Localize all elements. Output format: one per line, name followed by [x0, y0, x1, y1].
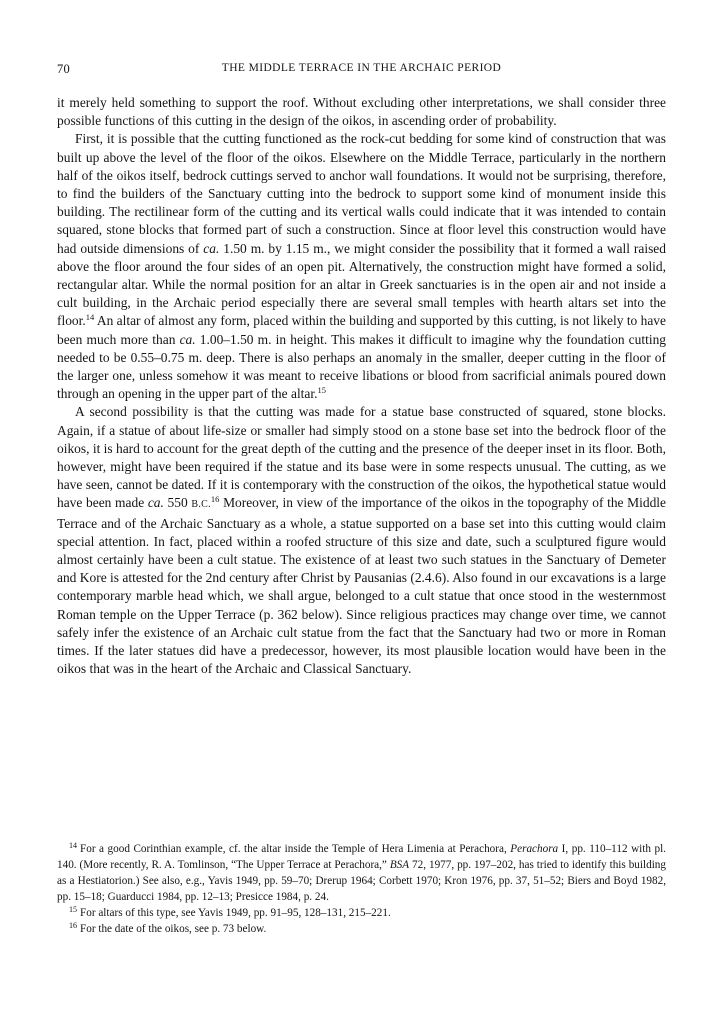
footnote-16-number: 16 [69, 920, 77, 930]
footnote-14-number: 14 [69, 841, 77, 850]
footnote-ref-15[interactable]: 15 [317, 385, 326, 396]
footnote-16 [57, 922, 666, 938]
p3-text-b: 550 [163, 495, 192, 511]
p2-text-d: 1.00–1.50 m. in height. This makes it difficult to imagine why the foundation cutting needed to be 0.55–0.75 m. deep. There is also perhaps an anomaly in the smaller, deeper cutting in the floor of the larger one, unless somehow it was meant to receive libations or blood from sacrificial animals poured down through an opening in the upper part of the altar. [57, 331, 667, 402]
footnote-14-text-c: 72, 1977, pp. 197–202, has tried to identify this building as a Hestiatorion.) See also, e.g., Yavis 1949, pp. 59–70; Drerup 1964; Corbett 1970; Kron 1976, pp. 37, 51–52; Biers and Boyd 1982, pp. 15–18; Guarducci 1984, pp. 12–13; Presicce 1984, p. 24. [57, 858, 666, 903]
p2-circa-1: ca. [203, 240, 220, 256]
footnotes [57, 842, 666, 937]
footnote-14-text-b: I, pp. 110–112 with pl. 140. (More recently, R. A. Tomlinson, “The Upper Terrace at Perachora,” [57, 843, 666, 871]
p3-text-c: Moreover, in view of the importance of the oikos in the topography of the Middle Terrace and of the Archaic Sanctuary as a whole, a statue supported on a base set into this cutting would claim special attention. In fact, placed within a roofed structure of this size and date, such a sculptured figure would almost certainly have been a cult statue. The existence of at least two such statues in the Sanctuary of Demeter and Kore is attested for the 2nd century after Christ by Pausanias (2.4.6). Also found in our excavations is a large contemporary marble head which, we shall argue, belonged to a cult statue that once stood in the westernmost Roman temple on the Upper Terrace (p. 362 below). Since religious practices may change over time, we cannot safely infer the existence of an Archaic cult statue from the fact that the Sanctuary had two or more in Roman times. If the later statues did have a predecessor, however, its most plausible location would have been in the oikos that was in the heart of the Archaic and Classical Sanctuary. [57, 495, 666, 677]
page-number: 70 [57, 62, 70, 76]
footnote-ref-16[interactable]: 16 [210, 494, 220, 505]
footnote-14-perachora: Perachora [510, 843, 559, 855]
footnote-14 [57, 842, 666, 906]
p2-text-a: First, it is possible that the cutting functioned as the rock-cut bedding for some kind of construction that was built up above the level of the floor of the oikos. Elsewhere on the Middle Terrace, particularly in the northern half of the oikos itself, bedrock cuttings served to anchor wall foundations. It would not be surprising, therefore, to find the builders of the Sanctuary cutting into the bedrock to support some kind of monument inside this building. The rectilinear form of the cutting and its vertical walls could indicate that it was intended to contain squared, stone blocks that formed part of such a construction. Since at floor level this construction would have had outside dimensions of [57, 131, 666, 256]
running-title: THE MIDDLE TERRACE IN THE ARCHAIC PERIOD [221, 62, 502, 74]
body-text [57, 94, 666, 679]
paragraph-2 [57, 130, 666, 403]
p3-circa: ca. [147, 495, 164, 511]
footnote-ref-14[interactable]: 14 [85, 312, 95, 323]
paragraph-1 [57, 94, 666, 130]
footnote-14-bsa: BSA [389, 858, 410, 871]
p2-text-b: 1.50 m. by 1.15 m., we might consider the possibility that it formed a wall raised above the floor around the four sides of an open pit. Alternatively, the construction might have formed a solid, rectangular altar. While the normal position for an altar in Greek sanctuaries is in the open air and not inside a cult building, in the Archaic period especially there are several small temples with hearth altars set into the floor. [57, 240, 666, 329]
footnote-14-text-a: For a good Corinthian example, cf. the altar inside the Temple of Hera Limenia at Perachora, [80, 843, 511, 855]
footnote-15-number: 15 [69, 904, 77, 914]
p3-bc: B.C. [191, 499, 211, 511]
paragraph-1-text: it merely held something to support the roof. Without excluding other interpretations, we shall consider three possible functions of this cutting in the design of the oikos, in ascending order of probability. [57, 95, 666, 129]
footnote-16-text: For the date of the oikos, see p. 73 below. [80, 922, 267, 935]
p2-text-c: An altar of almost any form, placed within the building and supported by this cutting, is not likely to have been much more than [57, 313, 666, 347]
p3-text-a: A second possibility is that the cutting was made for a statue base constructed of squared, stone blocks. Again, if a statue of about life-size or smaller had simply stood on a stone base set into the bedrock floor of the oikos, it is hard to account for the great depth of the cutting and the presence of the deeper inset in its floor. Both, however, might have been required if the statue and its base were in some respects unusual. The cutting, as we have seen, cannot be dated. If it is contemporary with the construction of the oikos, the hypothetical statue would have been made [57, 404, 666, 511]
paragraph-3 [57, 403, 666, 678]
footnote-15 [57, 906, 666, 922]
page [57, 62, 666, 679]
page-header [57, 62, 666, 82]
p2-circa-2: ca. [179, 331, 196, 347]
footnote-15-text: For altars of this type, see Yavis 1949, pp. 91–95, 128–131, 215–221. [80, 906, 391, 919]
